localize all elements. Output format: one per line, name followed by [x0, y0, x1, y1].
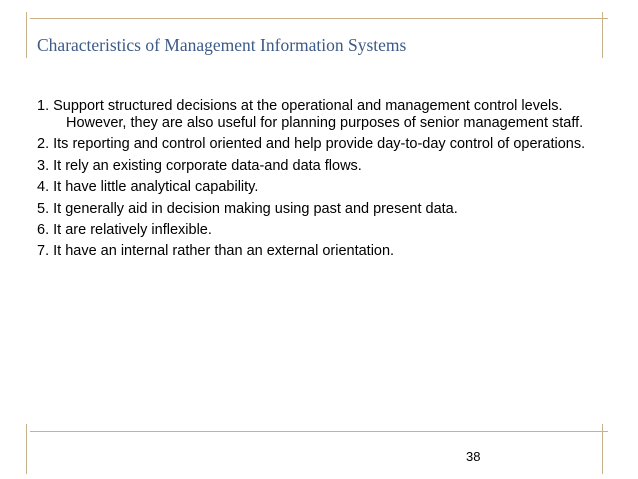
- characteristics-list: [37, 98, 607, 265]
- frame-line-bottom: [30, 431, 608, 432]
- list-item: 7. It have an internal rather than an external orientation.: [37, 243, 395, 260]
- list-item: 5. It generally aid in decision making using past and present data.: [37, 200, 458, 217]
- slide-title: Characteristics of Management Information Systems: [37, 35, 407, 55]
- list-item: 6. It are relatively inflexible.: [37, 221, 212, 238]
- list-item: 3. It rely an existing corporate data-and data flows.: [37, 157, 362, 174]
- list-item: 2. Its reporting and control oriented and help provide day-to-day control of operations.: [37, 136, 586, 153]
- frame-line-bottom-right: [602, 424, 603, 474]
- frame-line-top-left: [26, 12, 27, 58]
- page-number: 38: [466, 449, 481, 464]
- frame-line-top: [30, 18, 608, 19]
- list-item: 1. Support structured decisions at the operational and management control levels. However, they are also useful for planning purposes of senior management staff.: [37, 98, 584, 131]
- frame-line-bottom-left: [26, 424, 27, 474]
- list-item: 4. It have little analytical capability.: [37, 179, 259, 196]
